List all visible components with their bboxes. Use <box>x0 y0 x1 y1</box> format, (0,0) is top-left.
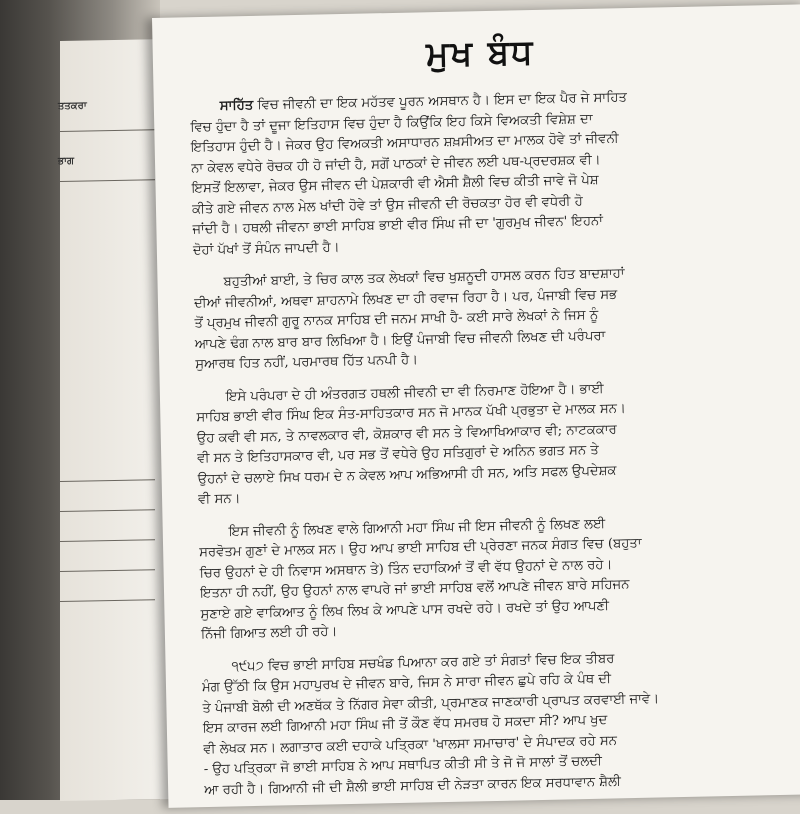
text-line: ਵੀ ਲੇਖਕ ਸਨ। ਲਗਾਤਾਰ ਕਈ ਦਹਾਕੇ ਪਤ੍ਰਿਕਾ 'ਖਾਲਸਾ ਸਮਾਚਾਰ' ਦੇ ਸੰਪਾਦਕ ਰਹੇ ਸਨ <box>203 732 618 757</box>
text-line: ੧੯੫੭ ਵਿਚ ਭਾਈ ਸਾਹਿਬ ਸਚਖੰਡ ਪਿਆਨਾ ਕਰ ਗਏ ਤਾਂ ਸੰਗਤਾਂ ਵਿਚ ਇਕ ਤੀਬਰ <box>231 650 615 674</box>
page-rule <box>60 479 155 482</box>
text-line: ਤੋਂ ਪ੍ਰਮੁਖ ਜੀਵਨੀ ਗੁਰੂ ਨਾਨਕ ਸਾਹਿਬ ਦੀ ਜਨਮ ਸਾਖੀ ਹੈ- ਕਈ ਸਾਰੇ ਲੇਖਕਾਂ ਨੇ ਜਿਸ ਨੂੰ <box>194 307 599 332</box>
text-line: ਉਹਨਾਂ ਦੇ ਚਲਾਏ ਸਿਖ ਧਰਮ ਦੇ ਨ ਕੇਵਲ ਆਪ ਅਭਿਆਸੀ ਹੀ ਸਨ, ਅਤਿ ਸਫਲ ਉਪਦੇਸ਼ਕ <box>197 462 617 487</box>
text-line: ਆ ਰਹੀ ਹੈ। ਗਿਆਨੀ ਜੀ ਦੀ ਸ਼ੈਲੀ ਭਾਈ ਸਾਹਿਬ ਦੀ ਨੇੜਤਾ ਕਾਰਨ ਇਕ ਸਰਧਾਵਾਨ ਸ਼ੈਲੀ <box>204 773 622 798</box>
paragraph <box>201 645 800 801</box>
paragraph <box>199 510 800 646</box>
text-line: ਇਸੇ ਪਰੰਪਰਾ ਦੇ ਹੀ ਅੰਤਰਗਤ ਹਥਲੀ ਜੀਵਨੀ ਦਾ ਵੀ ਨਿਰਮਾਣ ਹੋਇਆ ਹੈ। ਭਾਈ <box>225 381 604 405</box>
text-line: ਇਸ ਜੀਵਨੀ ਨੂੰ ਲਿਖਣ ਵਾਲੇ ਗਿਆਨੀ ਮਹਾ ਸਿੰਘ ਜੀ ਇਸ ਜੀਵਨੀ ਨੂੰ ਲਿਖਣ ਲਈ <box>228 516 606 540</box>
text-line: ਇਸ ਕਾਰਜ ਲਈ ਗਿਆਨੀ ਮਹਾ ਸਿੰਘ ਜੀ ਤੋਂ ਕੌਣ ਵੱਧ ਸਮਰਥ ਹੋ ਸਕਦਾ ਸੀ? ਆਪ ਖੁਦ <box>202 712 608 737</box>
left-page-tab-label: ਤਤਕਰਾ <box>58 100 87 113</box>
paragraph <box>196 375 800 511</box>
text-line: ਆਪਣੇ ਢੰਗ ਨਾਲ ਬਾਰ ਬਾਰ ਲਿਖਿਆ ਹੈ। ਇਉਂ ਪੰਜਾਬੀ ਵਿਚ ਜੀਵਨੀ ਲਿਖਣ ਦੀ ਪਰੰਪਰਾ <box>194 328 606 352</box>
page-rule <box>60 539 155 542</box>
text-line: ਸਾਹਿਬ ਭਾਈ ਵੀਰ ਸਿੰਘ ਇਕ ਸੰਤ-ਸਾਹਿਤਕਾਰ ਸਨ ਜੋ ਮਾਨਕ ਪੱਖੀ ਪ੍ਰਭੁਤਾ ਦੇ ਮਾਲਕ ਸਨ। <box>196 401 626 426</box>
text-line: ਵੀ ਸਨ। <box>197 491 241 508</box>
text-line: ਵਿਚ ਹੁੰਦਾ ਹੈ ਤਾਂ ਦੂਜਾ ਇਤਿਹਾਸ ਵਿਚ ਹੁੰਦਾ ਹੈ ਕਿਉਂਕਿ ਇਹ ਕਿਸੇ ਵਿਅਕਤੀ ਵਿਸ਼ੇਸ਼ ਦਾ <box>190 111 593 135</box>
page-title: ਮੁਖ ਬੰਧ <box>425 32 535 75</box>
text-line: ਵੀ ਸਨ ਤੇ ਇਤਿਹਾਸਕਾਰ ਵੀ, ਪਰ ਸਭ ਤੋਂ ਵਧੇਰੇ ਉਹ ਸਤਿਗੁਰਾਂ ਦੇ ਅਨਿਨ ਭਗਤ ਸਨ ਤੇ <box>197 442 599 467</box>
text-line: ਦੀਆਂ ਜੀਵਨੀਆਂ, ਅਥਵਾ ਸ਼ਾਹਨਾਮੇ ਲਿਖਣ ਦਾ ਹੀ ਰਵਾਜ ਰਿਹਾ ਹੈ। ਪਰ, ਪੰਜਾਬੀ ਵਿਚ ਸਭ <box>193 286 618 311</box>
text-line: - ਉਹ ਪਤ੍ਰਿਕਾ ਜੋ ਭਾਈ ਸਾਹਿਬ ਨੇ ਆਪ ਸਥਾਪਿਤ ਕੀਤੀ ਸੀ ਤੇ ਜੋ ਜੋ ਸਾਲਾਂ ਤੋਂ ਚਲਦੀ <box>203 753 603 778</box>
page-rule <box>60 599 155 602</box>
page-rule <box>60 509 155 512</box>
paragraph <box>193 260 800 375</box>
text-line: ਚਿਰ ਉਹਨਾਂ ਦੇ ਹੀ ਨਿਵਾਸ ਅਸਥਾਨ ਤੇ) ਤਿੰਨ ਦਹਾਕਿਆਂ ਤੋਂ ਵੀ ਵੱਧ ਉਹਨਾਂ ਦੇ ਨਾਲ ਰਹੇ। <box>199 556 613 581</box>
page-rule <box>60 569 155 572</box>
left-page-tab-label: ਭਾਗ <box>58 155 74 168</box>
text-line: ਸੁਣਾਏ ਗਏ ਵਾਕਿਆਤ ਨੂੰ ਲਿਖ ਲਿਖ ਕੇ ਆਪਣੇ ਪਾਸ ਰਖਦੇ ਰਹੇ। ਰਖਦੇ ਤਾਂ ਉਹ ਆਪਣੀ <box>200 598 610 622</box>
text-line: ਬਹੁਤੀਆਂ ਬਾਈ, ਤੇ ਚਿਰ ਕਾਲ ਤਕ ਲੇਖਕਾਂ ਵਿਚ ਖੁਸ਼ਨੂਦੀ ਹਾਸਲ ਕਰਨ ਹਿਤ ਬਾਦਸ਼ਾਹਾਂ <box>223 266 625 290</box>
paragraph <box>190 84 800 261</box>
book-page <box>152 4 800 808</box>
page-body <box>190 84 800 813</box>
text-line: ਜਾਂਦੀ ਹੈ। ਹਥਲੀ ਜੀਵਨਾ ਭਾਈ ਸਾਹਿਬ ਭਾਈ ਵੀਰ ਸਿੰਘ ਜੀ ਦਾ 'ਗੁਰਮੁਖ ਜੀਵਨ' ਇਹਨਾਂ <box>192 213 604 238</box>
lead-word: ਸਾਹਿੱਤ <box>219 97 254 114</box>
text-line: ਦੋਹਾਂ ਪੱਖਾਂ ਤੋਂ ਸੰਪੰਨ ਜਾਪਦੀ ਹੈ। <box>192 239 340 258</box>
text-line: ਇਤਿਹਾਸ ਹੁੰਦੀ ਹੈ। ਜੇਕਰ ਉਹ ਵਿਅਕਤੀ ਅਸਾਧਾਰਨ ਸ਼ਖ਼ਸੀਅਤ ਦਾ ਮਾਲਕ ਹੋਵੇ ਤਾਂ ਜੀਵਨੀ <box>190 131 619 156</box>
text-line: ਸਰਵੋਤਮ ਗੁਣਾਂ ਦੇ ਮਾਲਕ ਸਨ। ਉਹ ਆਪ ਭਾਈ ਸਾਹਿਬ ਦੀ ਪ੍ਰੇਰਣਾ ਜਨਕ ਸੰਗਤ ਵਿਚ (ਬਹੁਤਾ <box>199 535 642 561</box>
text-line: ਇਸਤੋਂ ਇਲਾਵਾ, ਜੇਕਰ ਉਸ ਜੀਵਨ ਦੀ ਪੇਸ਼ਕਾਰੀ ਵੀ ਐਸੀ ਸ਼ੈਲੀ ਵਿਚ ਕੀਤੀ ਜਾਵੇ ਜੋ ਪੇਸ਼ <box>191 172 599 197</box>
text-line: ਸੁਆਰਥ ਹਿਤ ਨਹੀਂ, ਪਰਮਾਰਥ ਹਿੱਤ ਪਨਪੀ ਹੈ। <box>195 352 419 373</box>
text-line: ਇਤਨਾ ਹੀ ਨਹੀਂ, ਉਹ ਉਹਨਾਂ ਨਾਲ ਵਾਪਰੇ ਜਾਂ ਭਾਈ ਸਾਹਿਬ ਵਲੋਂ ਆਪਣੇ ਜੀਵਨ ਬਾਰੇ ਸਹਿਜਨ <box>199 577 630 602</box>
page-rule <box>60 129 155 132</box>
text-line: ਨਾ ਕੇਵਲ ਵਧੇਰੇ ਰੋਚਕ ਹੀ ਹੋ ਜਾਂਦੀ ਹੈ, ਸਗੋਂ ਪਾਠਕਾਂ ਦੇ ਜੀਵਨ ਲਈ ਪਥ-ਪ੍ਰਦਰਸ਼ਕ ਵੀ। <box>190 152 601 176</box>
text-line: ਨਿੱਜੀ ਗਿਆਤ ਲਈ ਹੀ ਰਹੇ। <box>200 624 338 643</box>
text-line: ਮੰਗ ਉੱਠੀ ਕਿ ਉਸ ਮਹਾਪੁਰਖ ਦੇ ਜੀਵਨ ਬਾਰੇ, ਜਿਸ ਨੇ ਸਾਰਾ ਜੀਵਨ ਛੁਪੇ ਰਹਿ ਕੇ ਪੰਥ ਦੀ <box>201 671 612 696</box>
text-line: ਸਾਹਿੱਤ ਵਿਚ ਜੀਵਨੀ ਦਾ ਇਕ ਮਹੱਤਵ ਪੂਰਨ ਅਸਥਾਨ ਹੈ। ਇਸ ਦਾ ਇਕ ਪੈਰ ਜੇ ਸਾਹਿਤ <box>219 90 628 114</box>
text-line: ਕੀਤੇ ਗਏ ਜੀਵਨ ਨਾਲ ਮੇਲ ਖਾਂਦੀ ਹੋਵੇ ਤਾਂ ਉਸ ਜੀਵਨੀ ਦੀ ਰੋਚਕਤਾ ਹੋਰ ਵੀ ਵਧੇਰੀ ਹੋ <box>191 193 583 217</box>
page-rule <box>60 179 155 182</box>
text-line: ਉਹ ਕਵੀ ਵੀ ਸਨ, ਤੇ ਨਾਵਲਕਾਰ ਵੀ, ਕੋਸ਼ਕਾਰ ਵੀ ਸਨ ਤੇ ਵਿਆਖਿਆਕਾਰ ਵੀ; ਨਾਟਕਕਾਰ <box>196 421 617 446</box>
text-line: ਤੇ ਪੰਜਾਬੀ ਬੋਲੀ ਦੀ ਅਣਥੱਕ ਤੇ ਨਿੱਗਰ ਸੇਵਾ ਕੀਤੀ, ਪ੍ਰਮਾਣਕ ਜਾਣਕਾਰੀ ਪ੍ਰਾਪਤ ਕਰਵਾਈ ਜਾਵੇ। <box>202 691 660 716</box>
